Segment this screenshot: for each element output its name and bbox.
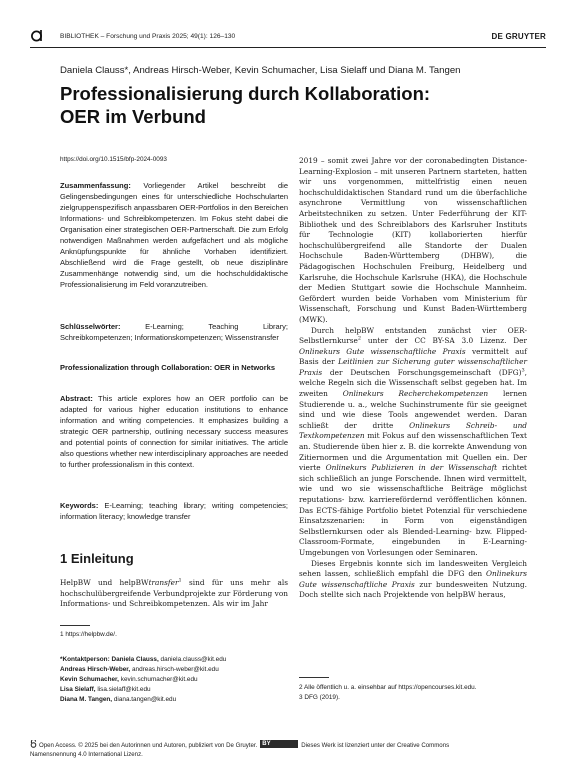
abstract-de-text: Vorliegender Artikel beschreibt die Gelingensbedingungen eines für unterschiedliche Hochschularten zielgruppenspezifisch anpassbaren OER-Portfolios in den Bereichen Informations- und Schreibkompetenzen. Im Fokus steht dabei die Organisation einer strategischen OER-Partnerschaft. Die zum Erfolg notwendigen Maßnahmen werden aufgefächert und als mögliche Anknüpfungspunkte für ähnliche Vorhaben identifiziert. Abschließend wird die Frage gestellt, ob neue disziplinäre Zusammenhänge notwendig sind, um die hochschuldidaktische Professionalisierung im Feld voranzutreiben. [60,181,288,289]
keywords-en-label: Keywords: [60,501,99,510]
abstract-en-text: This article explores how an OER portfolio can be adapted for various higher education institutions to enhance information and writing competencies. It emphasizes building a strategic OER partnership, outlining necessary success measures and potential points of connection for similar initiatives. The article also questions whether new interdisciplinary approaches are needed to further professionalism in this context. [60,394,288,469]
license-text-left: Open Access. © 2025 bei den Autorinnen und Autoren, publiziert von De Gruyter. [39,742,258,749]
header-divider [30,47,546,48]
body-text-right [299,156,527,601]
keywords-en-text: E-Learning; teaching library; writing competencies; information literacy; knowledge transfer [60,501,288,521]
body-paragraph-1: 2019 – somit zwei Jahre vor der coronabedingten Distance-Learning-Explosion – mit unseren Partnern starteten, hatten wir uns vorgenommen, mittelfristig einen neuen hochschuldidaktischen Standard rund um die überfachliche asynchrone Vermittlung von wissenschaftlichen Arbeitstechniken zu setzen. Unter Federführung der KIT-Bibliothek und des Schreiblabors des Karlsruher Instituts für Technologie (KIT) kollaborierten hierfür hochschulübergreifend alle Standorte der Dualen Hochschule Baden-Württemberg (DHBW), die Pädagogischen Hochschulen Freiburg, Heidelberg und Karlsruhe, die Hochschule Karlsruhe (HKA), die Hochschule der Medien Stuttgart sowie die Hochschule Mannheim. Gefördert wurden beide Vorhaben vom Ministerium für Wissenschaft, Forschung und Kunst Baden-Württemberg (MWK). [299,156,527,324]
intro-paragraph [60,578,288,610]
keywords-de-label: Schlüsselwörter: [60,322,121,331]
keywords-english [60,500,288,522]
footnote-marker-3[interactable]: 3 [521,367,525,374]
contact-entry: Andreas Hirsch-Weber, andreas.hirsch-weber@kit.edu [60,666,219,673]
article-title [60,82,430,128]
intro-text-a: HelpBW und helpBW [60,578,149,587]
journal-line: BIBLIOTHEK – Forschung und Praxis 2025; 49(1): 126–130 [60,33,236,40]
footnote-divider [60,625,90,626]
section-heading: 1 Einleitung [60,551,134,566]
degruyter-logo-icon [30,28,43,42]
body-paragraph-3: Dieses Ergebnis konnte sich im landesweiten Vergleich sehen lassen, schließlich empfahl die DFG den Onlinekurs Gute wissenschaftliche Praxis zur bundesweiten Nutzung. Doch stellte sich nach Projektende von helpBW heraus, [299,558,527,600]
footnotes-right [299,683,527,703]
intro-text-b: sind für uns mehr als hochschulübergreifende Verbundprojekte zur Förderung von Informations- und Schreibkompetenzen. Als wir im Jahr [60,578,288,609]
footnote-2: 2 Alle öffentlich u. a. einsehbar auf https://opencourses.kit.edu. [299,684,477,691]
contact-email[interactable]: diana.tangen@kit.edu [113,696,177,703]
contact-list [60,655,288,705]
contact-entry: Kevin Schumacher, kevin.schumacher@kit.edu [60,676,198,683]
keywords-de-text: E-Learning; Teaching Library; Schreibkompetenzen; Informationskompetenzen; Wissenstransfer [60,322,288,342]
contact-entry: Lisa Sielaff, lisa.sielaff@kit.edu [60,686,151,693]
footnote-divider-right [299,677,329,678]
intro-transfer-italic: transfer [148,578,179,587]
license-text-line2: Namensnennung 4.0 International Lizenz. [30,751,143,758]
license-footer [30,740,546,759]
footnote-marker-2[interactable]: 2 [357,335,362,342]
contact-entry: Diana M. Tangen, diana.tangen@kit.edu [60,696,177,703]
footnote-marker-1[interactable]: 1 [178,577,182,584]
contact-email[interactable]: kevin.schumacher@kit.edu [120,676,198,683]
abstract-de-label: Zusammenfassung: [60,181,131,190]
doi-link[interactable]: https://doi.org/10.1515/bfp-2024-0093 [60,156,167,163]
running-header [30,30,546,44]
body-paragraph-2: Durch helpBW entstanden zunächst vier OER-Selbstlernkurse$^2$ unter der CC BY-SA 3.0 Lizenz. Der Onlinekurs Gute wissenschaftliche Praxis vermittelt auf Basis der Leitlinien zur Sicherung guter wissenschaftlicher Praxis der Deutschen Forschungsgemeinschaft (DFG)$^3$, welche Regeln sich die Wissenschaft selbst gegeben hat. Im zweiten Onlinekurs Recherchekompetenzen lernen Studierende u. a., welche Suchinstrumente für sie geeignet sind und wie diese Tools angewendet werden. Daran schließt der dritte Onlinekurs Schreib- und Textkompetenzen mit Fokus auf den wissenschaftlichen Text an. Studierende üben hier z. B. die korrekte Anwendung von Zitiernormen und die Argumentation mit Quellen ein. Der vierte Onlinekurs Publizieren in der Wissenschaft richtet sich schließlich an junge Forschende. Ihnen wird vermittelt, wie und wo sie wissenschaftliche Beiträge möglichst reputations- bzw. karrierefördernd veröffentlichen können. Das ECTS-fähige Portfolio bietet Potenzial für verschiedene Einsatzszenarien: in Form von eigenständigen Selbstlernkursen oder als Blended-Learning- bzw. Flipped-Classroom-Formate, eingebunden in E-Learning-Umgebungen von Vorlesungen oder Seminaren. [299,325,527,557]
publisher-name: DE GRUYTER [491,32,546,41]
footnote-1: 1 https://helpbw.de/. [60,631,117,638]
abstract-english [60,393,288,470]
keywords-german [60,321,288,343]
contact-entry: *Kontaktperson: Daniela Clauss, daniela.clauss@kit.edu [60,656,227,663]
abstract-german [60,180,288,290]
abstract-en-label: Abstract: [60,394,93,403]
author-list: Daniela Clauss*, Andreas Hirsch-Weber, Kevin Schumacher, Lisa Sielaff und Diana M. Tangen [60,65,461,76]
open-access-icon [30,740,37,748]
english-title: Professionalization through Collaboration: OER in Networks [60,363,276,372]
title-line-2: OER im Verbund [60,106,206,127]
contact-email[interactable]: daniela.clauss@kit.edu [160,656,227,663]
cc-by-badge[interactable]: BY [260,740,298,748]
contact-email[interactable]: lisa.sielaff@kit.edu [97,686,151,693]
title-line-1: Professionalisierung durch Kollaboration: [60,83,431,104]
license-text-right: Dieses Werk ist lizenziert unter der Creative Commons [301,742,450,749]
contact-email[interactable]: andreas.hirsch-weber@kit.edu [131,666,219,673]
footnote-3: 3 DFG (2019). [299,694,340,701]
